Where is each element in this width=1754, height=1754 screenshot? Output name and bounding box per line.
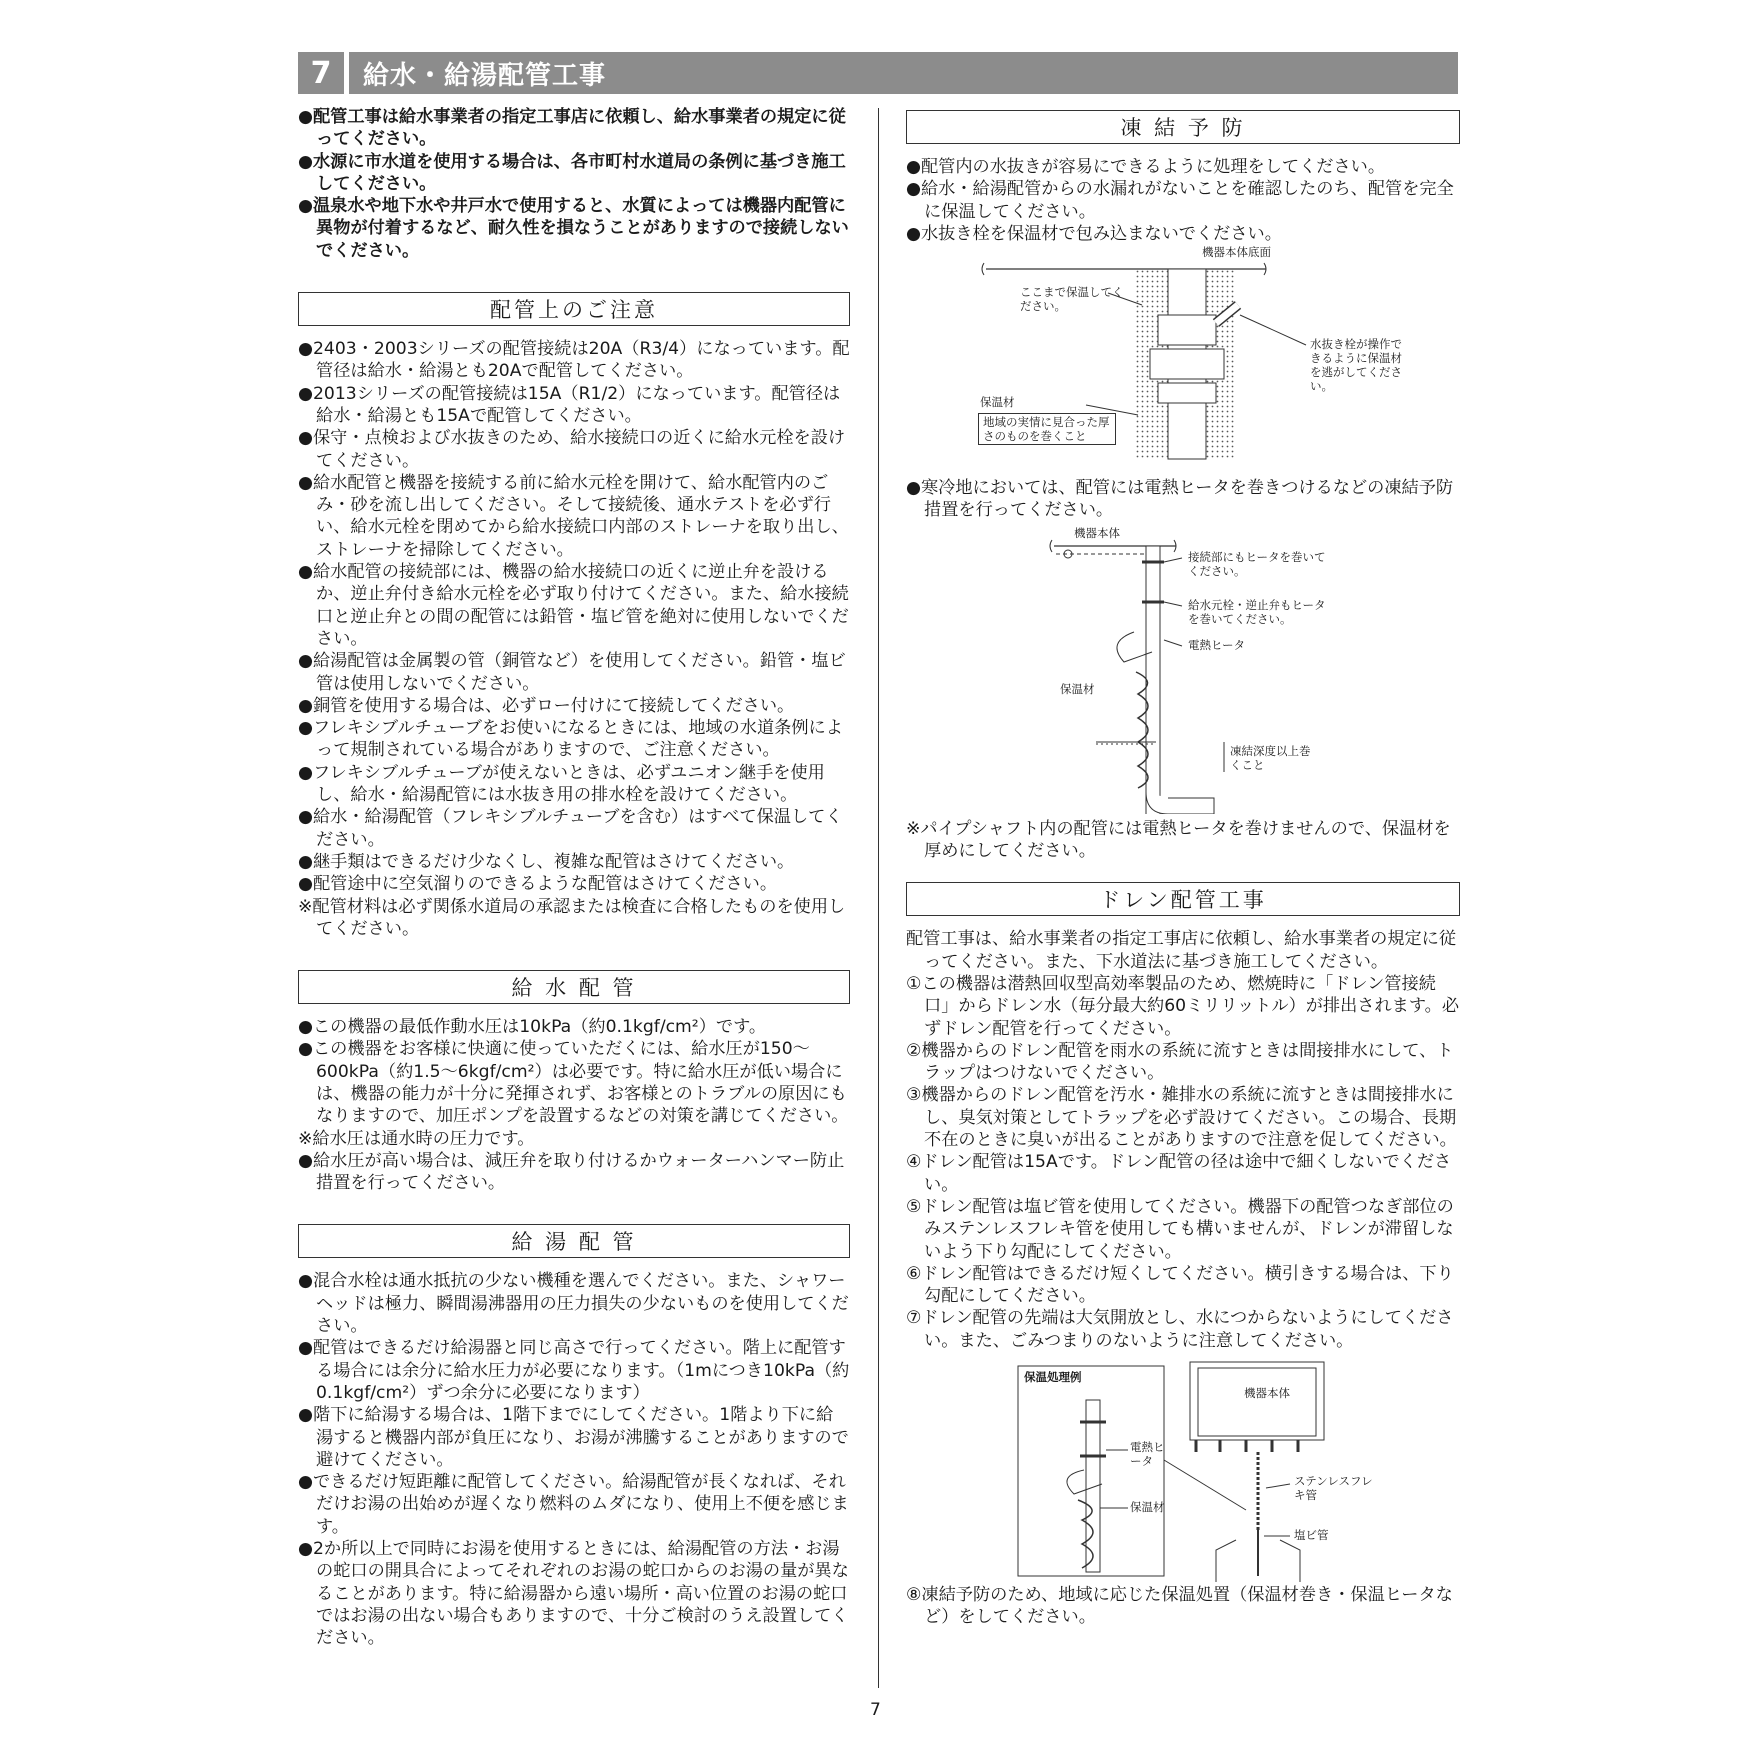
water-supply-section bbox=[298, 970, 850, 1194]
list-item: ⑧凍結予防のため、地域に応じた保温処置（保温材巻き・保温ヒータなど）をしてください。 bbox=[906, 1585, 1453, 1628]
fig3-pvc-label: 塩ビ管 bbox=[1294, 1528, 1329, 1543]
list-item: ●2か所以上で同時にお湯を使用するときには、給湯配管の方法・お湯の蛇口の開具合によってそれぞれのお湯の蛇口からのお湯の量が異なることがあります。特に給湯器から遠い場所・高い位置のお湯の蛇口ではお湯の出ない場合もありますので、十分ご検討のうえ設置してください。 bbox=[298, 1539, 849, 1649]
fig1-insul-label: 保温材 bbox=[980, 395, 1015, 410]
list-item: ⑥ドレン配管はできるだけ短くしてください。横引きする場合は、下り勾配にしてください。 bbox=[906, 1263, 1454, 1307]
list-item: ●水抜き栓を保温材で包み込まないでください。 bbox=[906, 223, 1282, 244]
intro-item: ●水源に市水道を使用する場合は、各市町村水道局の条例に基づき施工してください。 bbox=[298, 151, 846, 194]
piping-notes-section bbox=[298, 292, 850, 940]
list-item: ●寒冷地においては、配管には電熱ヒータを巻きつけるなどの凍結予防措置を行ってください。 bbox=[906, 478, 1454, 521]
list-item: ●2403・2003シリーズの配管接続は20A（R3/4）になっています。配管径は給水・給湯とも20Aで配管してください。 bbox=[298, 339, 850, 382]
list-item: ●給水配管と機器を接続する前に給水元栓を開けて、給水配管内のごみ・砂を流し出してください。そして接続後、通水テストを必ず行い、給水元栓を閉めてから給水接続口内部のストレーナを取り出し、ストレーナを掃除してください。 bbox=[298, 472, 849, 560]
list-item: ⑤ドレン配管は塩ビ管を使用してください。機器下の配管つなぎ部位のみステンレスフレキ管を使用しても構いませんが、ドレンが滞留しないよう下り勾配にしてください。 bbox=[906, 1196, 1454, 1262]
list-item: ●給水・給湯配管（フレキシブルチューブを含む）はすべて保温してください。 bbox=[298, 807, 843, 850]
fig2-top-label: 機器本体 bbox=[1074, 525, 1120, 540]
hot-water-section bbox=[298, 1224, 850, 1649]
page-number: 7 bbox=[870, 1700, 881, 1720]
intro-item: ●配管工事は給水事業者の指定工事店に依頼し、給水事業者の規定に従ってください。 bbox=[298, 107, 846, 150]
freeze-section bbox=[906, 110, 1460, 862]
freeze-title: 凍 結 予 防 bbox=[906, 110, 1460, 144]
fig2-note-3: 電熱ヒータ bbox=[1188, 637, 1246, 652]
column-divider bbox=[878, 108, 879, 1688]
list-item: ●できるだけ短距離に配管してください。給湯配管が長くなれば、それだけお湯の出始めが遅くなり燃料のムダになり、使用上不便を感じます。 bbox=[298, 1472, 849, 1537]
fig3-example-label: 保温処理例 bbox=[1024, 1370, 1082, 1385]
list-item: ●配管途中に空気溜りのできるような配管はさけてください。 bbox=[298, 874, 778, 895]
list-item: ●この機器の最低作動水圧は10kPa（約0.1kgf/cm²）です。 bbox=[298, 1017, 767, 1038]
freeze-note: ※パイプシャフト内の配管には電熱ヒータを巻けませんので、保温材を厚めにしてください。 bbox=[906, 818, 1451, 862]
insulation-figure bbox=[906, 245, 1460, 473]
list-item: ●給湯配管は金属製の管（銅管など）を使用してください。鉛管・塩ビ管は使用しないでください。 bbox=[298, 651, 846, 694]
heater-diagram bbox=[906, 522, 1460, 814]
fig3-unit-label: 機器本体 bbox=[1244, 1386, 1290, 1401]
water-supply-title: 給 水 配 管 bbox=[298, 970, 850, 1004]
intro-item: ●温泉水や地下水や井戸水で使用すると、水質によっては機器内配管に異物が付着するなど、耐久性を損なうことがありますので接続しないでください。 bbox=[298, 196, 849, 261]
list-item: ●2013シリーズの配管接続は15A（R1/2）になっています。配管径は給水・給湯とも15Aで配管してください。 bbox=[298, 383, 841, 426]
left-column bbox=[298, 106, 850, 1650]
fig2-note-4: 保温材 bbox=[1060, 681, 1095, 696]
fig1-right-note: 水抜き栓が操作できるように保温材を逃がしてください。 bbox=[1310, 337, 1402, 394]
list-item: ④ドレン配管は15Aです。ドレン配管の径は途中で細くしないでください。 bbox=[906, 1152, 1452, 1195]
list-item: ●配管はできるだけ給湯器と同じ高さで行ってください。階上に配管する場合には余分に給水圧力が必要になります。（1mにつき10kPa（約0.1kgf/cm²）ずつ余分に必要になります） bbox=[298, 1338, 850, 1403]
section-title: 給水・給湯配管工事 bbox=[363, 60, 607, 91]
list-item: ●継手類はできるだけ少なくし、複雑な配管はさけてください。 bbox=[298, 851, 795, 872]
piping-notes-title: 配管上のご注意 bbox=[298, 292, 850, 326]
fig3-flex-label: ステンレスフレキ管 bbox=[1294, 1474, 1373, 1503]
section-number: 7 bbox=[298, 52, 349, 94]
drain-title: ドレン配管工事 bbox=[906, 882, 1460, 916]
list-item: ●配管内の水抜きが容易にできるように処理をしてください。 bbox=[906, 157, 1386, 177]
intro-notes bbox=[298, 106, 850, 262]
fig1-insul-box: 地域の実情に見合った厚さのものを巻くこと bbox=[978, 413, 1116, 445]
hot-water-title: 給 湯 配 管 bbox=[298, 1224, 850, 1258]
list-item: ●保守・点検および水抜きのため、給水接続口の近くに給水元栓を設けてください。 bbox=[298, 428, 846, 471]
list-item: ●銅管を使用する場合は、必ずロー付けにて接続してください。 bbox=[298, 695, 795, 716]
list-item: ●この機器をお客様に快適に使っていただくには、給水圧が150～600kPa（約1.5～6kgf/cm²）は必要です。特に給水圧が低い場合には、機器の能力が十分に発揮されず、お客様とのトラブルの原因にもなりますので、加圧ポンプを設置するなどの対策を講じてください。 bbox=[298, 1039, 849, 1127]
fig2-note-2: 給水元栓・逆止弁もヒータを巻いてください。 bbox=[1188, 597, 1326, 626]
list-item: ●給水・給湯配管からの水漏れがないことを確認したのち、配管を完全に保温してください。 bbox=[906, 179, 1454, 222]
fig2-note-5: 凍結深度以上巻くこと bbox=[1230, 743, 1311, 772]
list-item: ●フレキシブルチューブが使えないときは、必ずユニオン継手を使用し、給水・給湯配管には水抜き用の排水栓を設けてください。 bbox=[298, 762, 825, 806]
list-item: 配管工事は、給水事業者の指定工事店に依頼し、給水事業者の規定に従ってください。また、下水道法に基づき施工してください。 bbox=[906, 929, 1457, 972]
drain-figure bbox=[906, 1360, 1460, 1582]
section-header bbox=[298, 52, 1458, 94]
list-item: ①この機器は潜熱回収型高効率製品のため、燃焼時に「ドレン管接続口」からドレン水（毎分最大約60ミリリットル）が排出されます。必ずドレン配管を行ってください。 bbox=[906, 973, 1460, 1039]
list-item: ●混合水栓は通水抵抗の少ない機種を選んでください。また、シャワーヘッドは極力、瞬間湯沸器用の圧力損失の少ないものを使用してください。 bbox=[298, 1271, 849, 1337]
fig1-left-note: ここまで保温してください。 bbox=[1020, 285, 1124, 314]
list-item: ③機器からのドレン配管を汚水・雑排水の系統に流すときは間接排水にし、臭気対策としてトラップを必ず設けてください。この場合、長期不在のときに臭いが出ることがありますので注意を促してください。 bbox=[906, 1085, 1457, 1151]
list-item: ②機器からのドレン配管を雨水の系統に流すときは間接排水にして、トラップはつけないでください。 bbox=[906, 1040, 1454, 1084]
list-item: ※給水圧は通水時の圧力です。 bbox=[298, 1128, 535, 1149]
drain-diagram bbox=[906, 1360, 1460, 1582]
list-item: ●給水配管の接続部には、機器の給水接続口の近くに逆止弁を設けるか、逆止弁付き給水元栓を必ず取り付けてください。また、給水接続口と逆止弁との間の配管には鉛管・塩ビ管を絶対に使用しないでください。 bbox=[298, 562, 849, 649]
list-item: ●フレキシブルチューブをお使いになるときには、地域の水道条例によって規制されている場合がありますので、ご注意ください。 bbox=[298, 718, 843, 761]
fig3-heater-label: 電熱ヒータ bbox=[1130, 1440, 1165, 1469]
heater-figure bbox=[906, 522, 1460, 814]
fig2-note-1: 接続部にもヒータを巻いてください。 bbox=[1188, 549, 1326, 578]
fig1-top-label: 機器本体底面 bbox=[1202, 245, 1271, 260]
drain-section bbox=[906, 882, 1460, 1628]
fig3-insul-label: 保温材 bbox=[1130, 1500, 1165, 1515]
list-item: ●給水圧が高い場合は、減圧弁を取り付けるかウォーターハンマー防止措置を行ってください。 bbox=[298, 1150, 845, 1194]
list-item: ⑦ドレン配管の先端は大気開放とし、水につからないようにしてください。また、ごみつまりのないように注意してください。 bbox=[906, 1308, 1454, 1351]
right-column bbox=[906, 106, 1460, 1629]
list-item: ※配管材料は必ず関係水道局の承認または検査に合格したものを使用してください。 bbox=[298, 896, 846, 939]
list-item: ●階下に給湯する場合は、1階下までにしてください。1階より下に給湯すると機器内部が負圧になり、お湯が沸騰することがありますので避けてください。 bbox=[298, 1405, 849, 1470]
